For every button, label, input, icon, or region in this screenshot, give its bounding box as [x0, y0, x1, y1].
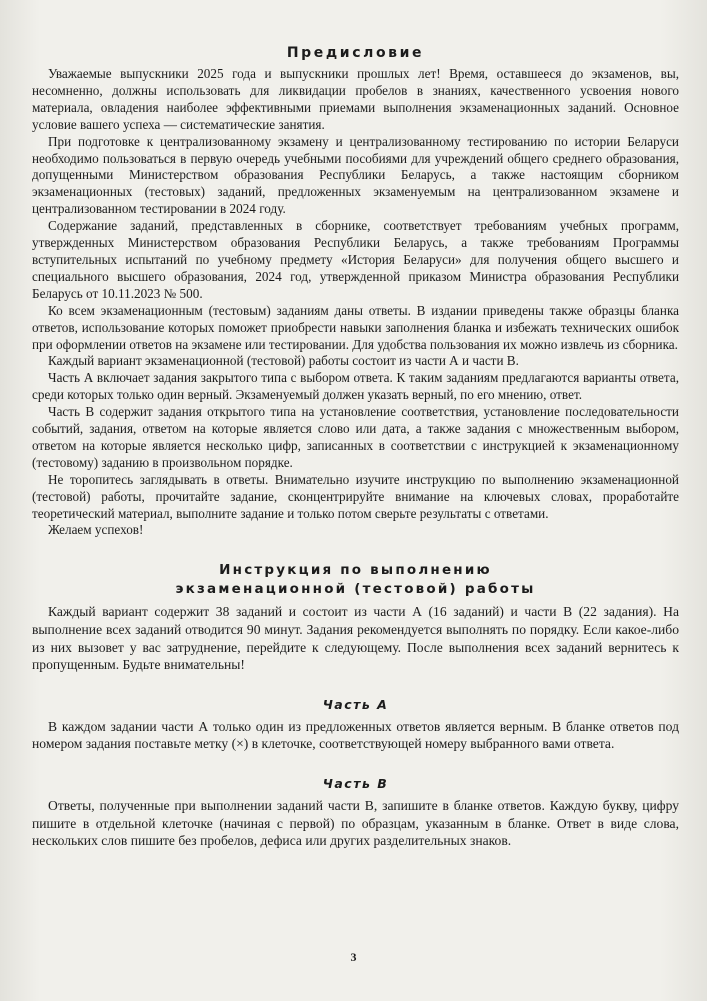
preface-paragraph: Часть В содержит задания открытого типа на установление соответствия, установление последовательности событий, задания, ответом на которые является слово или дата, а также задания с множественным выбором, ответом на которые является несколько цифр, записанных в соответствии с инструкцией к экзаменационному (тестовому) заданию в произвольном порядке. [32, 404, 679, 470]
instructions-paragraph: Каждый вариант содержит 38 заданий и состоит из части А (16 заданий) и части В (22 задания). На выполнение всех заданий отводится 90 минут. Задания рекомендуется выполнять по порядку. Если какое-либо из них вызовет у вас затруднение, перейдите к следующему. После выполнения всех заданий вернитесь к пропущенным. Будьте внимательны! [32, 604, 679, 673]
preface-paragraph: Уважаемые выпускники 2025 года и выпускники прошлых лет! Время, оставшееся до экзаменов, вы, несомненно, должны использовать для ликвидации пробелов в знаниях, качественного усвоения нового материала, овладения наиболее эффективными приемами выполнения экзаменационных заданий. Основное условие вашего успеха — систематические занятия. [32, 66, 679, 132]
part-b-title: Часть В [322, 775, 389, 791]
page-number: 3 [350, 950, 357, 964]
preface-section [32, 66, 679, 539]
instructions-title-line1: Инструкция по выполнению [219, 562, 492, 579]
preface-closing: Желаем успехов! [48, 522, 144, 538]
instructions-section [32, 561, 679, 849]
preface-paragraph: Часть А включает задания закрытого типа с выбором ответа. К таким заданиям предлагаются варианты ответа, среди которых только один верный. Экзаменуемый должен указать верный, по его мнению, ответ. [32, 370, 679, 403]
part-a-title: Часть А [322, 696, 389, 712]
preface-paragraph: При подготовке к централизованному экзамену и централизованному тестированию по истории Беларуси необходимо пользоваться в первую очередь учебными пособиями для учреждений общего среднего образования, допущенными Министерством образования Республики Беларусь, а также настоящим сборником экзаменационных (тестовых) заданий, предложенных экзаменуемым на централизованном экзамене и централизованном тестировании в 2024 году. [32, 133, 679, 217]
part-b-paragraph: Ответы, полученные при выполнении заданий части В, запишите в бланке ответов. Каждую букву, цифру пишите в отдельной клеточке (начиная с первой) по образцам, указанным в бланке. Ответ в виде слова, нескольких слов пишите без пробелов, дефиса или других разделительных знаков. [32, 797, 679, 849]
part-a-paragraph: В каждом задании части А только один из предложенных ответов является верным. В бланке ответов под номером задания поставьте метку (×) в клеточке, соответствующей номеру выбранного вами ответа. [32, 718, 679, 752]
preface-paragraph: Не торопитесь заглядывать в ответы. Внимательно изучите инструкцию по выполнению экзаменационной (тестовой) работы, прочитайте задание, сконцентрируйте внимание на ключевых словах, проработайте теоретический материал, выполните задание и только потом сверьте результаты с ответами. [32, 471, 679, 521]
preface-title: Предисловие [286, 45, 425, 61]
preface-paragraph: Содержание заданий, представленных в сборнике, соответствует требованиям учебных программ, утвержденных Министерством образования Республики Беларусь, а также требованиям Программы вступительных испытаний по учебному предмету «История Беларуси» для получения общего высшего и специального высшего образования, 2024 год, утвержденной приказом Министра образования Республики Беларусь от 10.11.2023 № 500. [32, 218, 679, 301]
preface-paragraph: Ко всем экзаменационным (тестовым) заданиям даны ответы. В издании приведены также образцы бланка ответов, использование которых поможет приобрести навыки заполнения бланка и избежать технических ошибок при оформлении ответов на экзамене или тестировании. Для удобства пользования их можно извлечь из сборника. [32, 302, 679, 352]
instructions-title-line2: экзаменационной (тестовой) работы [175, 581, 536, 598]
preface-paragraph: Каждый вариант экзаменационной (тестовой) работы состоит из части А и части В. [48, 353, 519, 369]
